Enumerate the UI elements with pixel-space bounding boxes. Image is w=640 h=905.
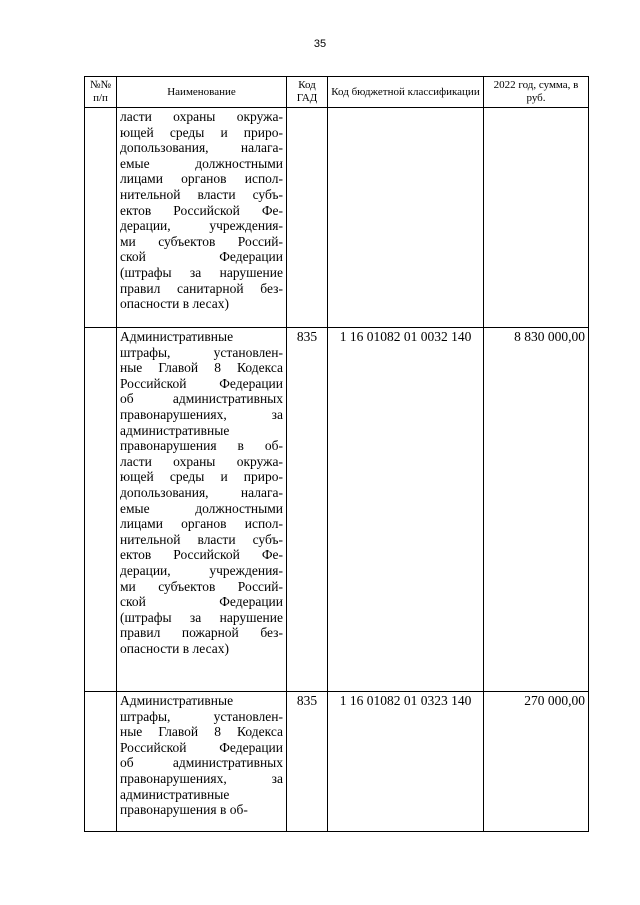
name-line: административные <box>120 422 230 438</box>
cell-name <box>117 692 287 832</box>
name-line: Российской Федерации <box>120 375 283 391</box>
name-line: опасности в лесах) <box>120 296 229 312</box>
cell-gad: 835 <box>287 692 328 832</box>
name-line: штрафы, установлен- <box>120 708 283 724</box>
name-line: нительной власти субъ- <box>120 531 283 547</box>
cell-name <box>117 328 287 692</box>
table-row <box>85 692 589 832</box>
header-name: Наименование <box>117 77 287 108</box>
name-line: опасности в лесах) <box>120 640 229 656</box>
cell-sum <box>484 108 589 328</box>
name-line: (штрафы за нарушение <box>120 609 283 625</box>
name-line: Российской Федерации <box>120 739 283 755</box>
name-line: ные Главой 8 Кодекса <box>120 360 283 376</box>
name-line: правил санитарной без- <box>120 280 283 296</box>
name-line: правонарушения в об- <box>120 802 248 818</box>
name-line: лицами органов испол- <box>120 516 283 532</box>
page-number: 35 <box>313 38 327 50</box>
table-row <box>85 328 589 692</box>
name-line: Административные <box>120 329 234 344</box>
name-line: ющей среды и приро- <box>120 469 283 485</box>
name-line: допользования, налага- <box>120 484 283 500</box>
name-line: ектов Российской Фе- <box>120 547 283 563</box>
cell-num <box>85 108 117 328</box>
name-line: ми субъектов Россий- <box>120 578 283 594</box>
cell-name <box>117 108 287 328</box>
name-line: емые должностными <box>120 155 283 171</box>
budget-table <box>84 76 589 832</box>
name-line: ласти охраны окружа- <box>120 453 283 469</box>
name-line: нительной власти субъ- <box>120 186 283 202</box>
name-line: правонарушениях, за <box>120 406 283 422</box>
cell-sum: 270 000,00 <box>484 692 589 832</box>
name-line: ные Главой 8 Кодекса <box>120 724 283 740</box>
name-line: ектов Российской Фе- <box>120 202 283 218</box>
name-line: ющей среды и приро- <box>120 124 283 140</box>
header-num: №№ п/п <box>85 77 117 108</box>
name-line: правил пожарной без- <box>120 625 283 641</box>
name-line: ласти охраны окружа- <box>120 109 283 124</box>
name-line: правонарушениях, за <box>120 770 283 786</box>
name-line: дерации, учреждения- <box>120 562 283 578</box>
name-line: дерации, учреждения- <box>120 218 283 234</box>
cell-num <box>85 328 117 692</box>
cell-sum: 8 830 000,00 <box>484 328 589 692</box>
cell-gad: 835 <box>287 328 328 692</box>
name-line: штрафы, установлен- <box>120 344 283 360</box>
name-line: ской Федерации <box>120 594 283 610</box>
header-gad: Код ГАД <box>287 77 328 108</box>
name-line: допользования, налага- <box>120 140 283 156</box>
cell-kbk <box>328 108 484 328</box>
header-kbk: Код бюджетной классификации <box>328 77 484 108</box>
header-sum: 2022 год, сумма, в руб. <box>484 77 589 108</box>
name-line: об административных <box>120 755 283 771</box>
name-line: лицами органов испол- <box>120 171 283 187</box>
name-line: административные <box>120 786 230 802</box>
table-row <box>85 108 589 328</box>
cell-num <box>85 692 117 832</box>
cell-kbk: 1 16 01082 01 0032 140 <box>328 328 484 692</box>
name-line: правонарушения в об- <box>120 438 283 454</box>
cell-kbk: 1 16 01082 01 0323 140 <box>328 692 484 832</box>
cell-gad <box>287 108 328 328</box>
name-line: (штрафы за нарушение <box>120 264 283 280</box>
name-line: Административные <box>120 693 234 708</box>
name-line: ми субъектов Россий- <box>120 233 283 249</box>
name-line: ской Федерации <box>120 249 283 265</box>
name-line: емые должностными <box>120 500 283 516</box>
name-line: об административных <box>120 391 283 407</box>
table-header-row <box>85 77 589 108</box>
